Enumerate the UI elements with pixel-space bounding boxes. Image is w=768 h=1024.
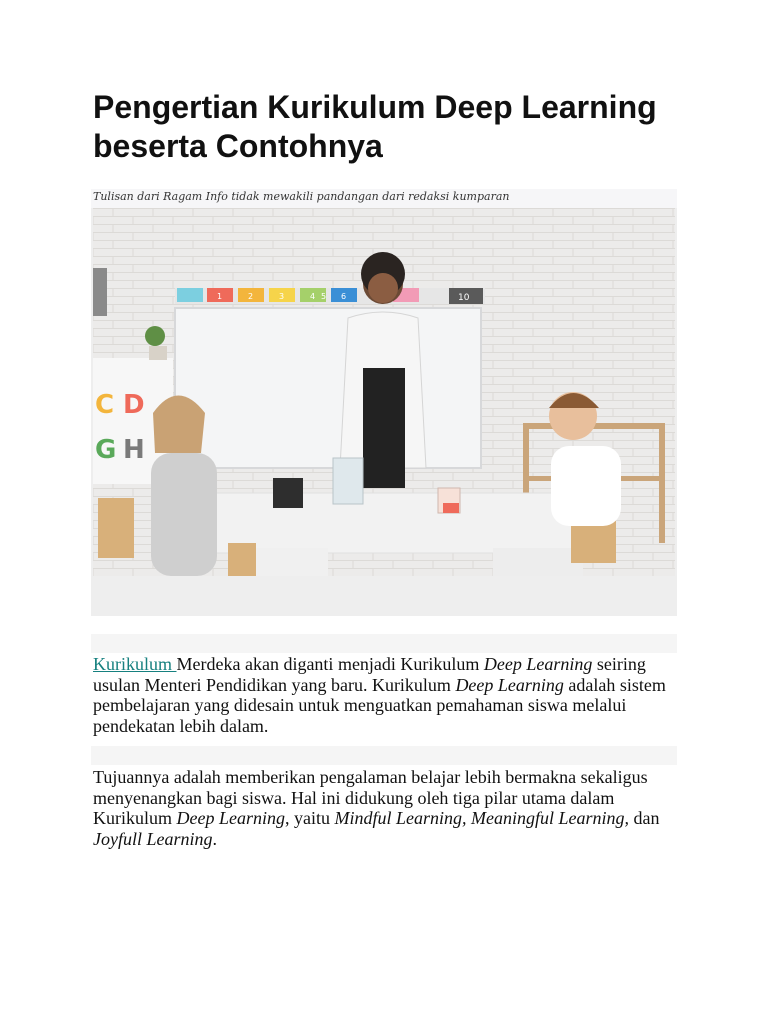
teacher-pants — [363, 368, 405, 488]
paragraph-emphasis: Deep Learning — [455, 674, 564, 695]
table — [208, 493, 608, 553]
paragraph-text: seiring usulan Menteri Pendidikan yang baru. Kurikulum — [93, 654, 646, 695]
train-number: 10 — [458, 293, 470, 303]
train-number: 3 — [279, 292, 285, 301]
paragraph-text: , yaitu — [284, 808, 335, 828]
classroom-photo — [93, 208, 675, 576]
board-letter: G — [95, 435, 117, 465]
boy-body — [551, 446, 621, 526]
paragraph-emphasis: Mindful Learning, Meaningful Learning, — [334, 808, 629, 828]
paragraph-emphasis: Deep Learning — [176, 808, 285, 828]
girl-body — [151, 453, 217, 576]
whiteboard — [175, 308, 481, 468]
article-title: Pengertian Kurikulum Deep Learning beserta Contohnya — [93, 89, 657, 164]
speaker — [93, 268, 107, 316]
paragraph-emphasis: Deep Learning — [483, 654, 593, 674]
article — [93, 88, 677, 166]
paragraph-text: dan — [628, 808, 660, 828]
train-number: 5 — [321, 292, 327, 301]
paragraph-text: Tujuannya adalah memberikan pengalaman belajar lebih bermakna sekaligus menyenangkan bagi siswa. Hal ini didukung oleh tiga pilar utama dalam Kurikulum — [93, 767, 648, 828]
paragraph-band — [91, 634, 677, 653]
board-letter: C — [95, 390, 115, 420]
beakers — [333, 458, 363, 504]
board-letter: H — [123, 435, 145, 465]
train-number: 2 — [248, 292, 254, 301]
disclaimer-text: Tulisan dari Ragam Info tidak mewakili pandangan dari redaksi kumparan — [93, 190, 510, 203]
plant-pot — [149, 346, 167, 360]
board-letter: D — [123, 390, 145, 420]
paragraph-pillars — [93, 767, 677, 849]
train-number: 6 — [341, 292, 347, 301]
microscope — [273, 478, 303, 508]
kurikulum-link[interactable]: Kurikulum — [93, 654, 177, 674]
paragraph-intro — [93, 654, 677, 736]
chair — [98, 498, 134, 558]
paragraph-band — [91, 746, 677, 765]
paragraph-text: Merdeka akan diganti menjadi Kurikulum — [176, 654, 484, 674]
train-number: 4 — [310, 292, 316, 301]
paragraph-emphasis: Joyfull Learning — [93, 828, 213, 849]
paragraph-text: . — [212, 828, 217, 849]
paragraph-text: adalah sistem pembelajaran yang didesain untuk menguatkan pemahaman siswa melalui pendekatan lebih dalam. — [93, 674, 666, 736]
train-number: 1 — [217, 292, 223, 301]
